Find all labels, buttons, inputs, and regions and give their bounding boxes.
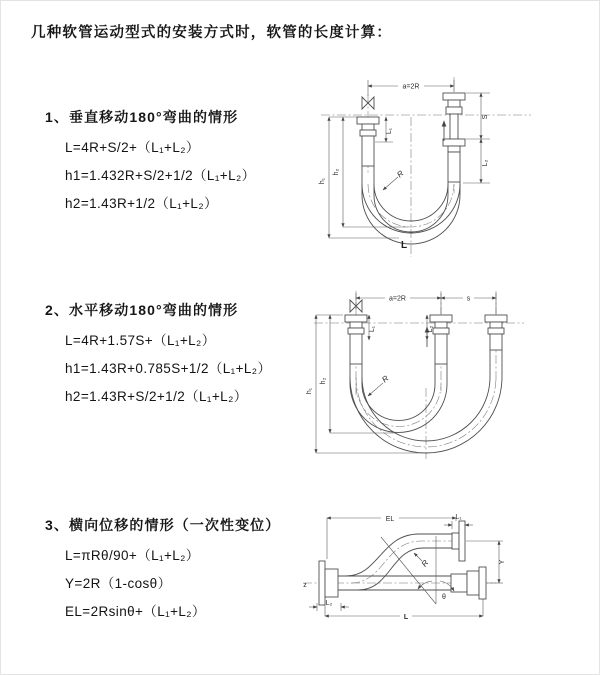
dim-label-theta: θ xyxy=(442,594,446,601)
formula: Y=2R（1-cosθ） xyxy=(65,576,172,591)
end-mark: z xyxy=(303,582,307,589)
dim-label-a2r: a=2R xyxy=(402,83,420,91)
centerlines xyxy=(321,77,531,257)
dim-label-h2: h₂ xyxy=(333,168,340,176)
left-flange xyxy=(319,561,338,605)
section-3 xyxy=(45,515,280,626)
dim-label-s: s xyxy=(466,295,471,303)
dim-label-y: Y xyxy=(499,559,506,565)
formula: L=4R+S/2+（L₁+L₂） xyxy=(65,140,200,155)
formula: EL=2Rsinθ+（L₁+L₂） xyxy=(65,604,206,619)
dimensions xyxy=(306,293,496,453)
formula: h2=1.43R+1/2（L₁+L₂） xyxy=(65,196,218,211)
page-title: 几种软管运动型式的安装方式时，软管的长度计算： xyxy=(31,25,393,41)
section-1 xyxy=(45,107,256,218)
section-3-formulas xyxy=(65,542,280,626)
dim-label-l1: L₁ xyxy=(455,514,462,521)
section-2-formulas xyxy=(65,327,271,411)
left-fitting xyxy=(345,315,367,364)
right-fitting xyxy=(485,315,507,350)
diagram-vertical-180-bend xyxy=(313,69,598,264)
dim-label-l: L xyxy=(403,614,409,621)
hose-curve xyxy=(338,534,459,590)
section-1-formulas xyxy=(65,134,256,218)
dim-label-l2: L₂ xyxy=(482,159,489,167)
section-2-heading: 2、水平移动180°弯曲的情形 xyxy=(45,302,239,318)
left-fitting xyxy=(357,117,379,166)
diagram-lateral-displacement xyxy=(301,504,600,644)
formula: h1=1.43R+0.785S+1/2（L₁+L₂） xyxy=(65,361,272,376)
dim-label-h2: h₂ xyxy=(320,377,327,385)
dim-label-r: R xyxy=(395,168,406,180)
section-2 xyxy=(45,300,271,411)
section-3-heading: 3、横向位移的情形（一次性变位） xyxy=(45,517,281,533)
formula: L=πRθ/90+（L₁+L₂） xyxy=(65,548,200,563)
dim-label-l1: L₁ xyxy=(369,325,376,333)
section-1-heading: 1、垂直移动180°弯曲的情形 xyxy=(45,109,239,125)
dim-label-h1: h₁ xyxy=(306,387,313,395)
diagram-horizontal-180-bend xyxy=(306,283,596,463)
dim-label-l2: L₂ xyxy=(427,325,434,333)
dim-label-l: L xyxy=(400,240,408,251)
middle-fitting xyxy=(430,315,452,364)
dim-label-r: R xyxy=(419,558,431,569)
dim-label-h1: h₁ xyxy=(319,177,326,185)
formula: h2=1.43R+S/2+1/2（L₁+L₂） xyxy=(65,389,248,404)
dim-label-a2r: a=2R xyxy=(389,295,406,303)
top-flange xyxy=(452,521,465,561)
dim-label-l1: L₁ xyxy=(386,127,393,135)
dim-label-r: R xyxy=(380,373,391,385)
formula: L=4R+1.57S+（L₁+L₂） xyxy=(65,333,216,348)
dim-label-el: EL xyxy=(385,515,395,523)
dim-label-s: S xyxy=(482,114,489,120)
formula: h1=1.432R+S/2+1/2（L₁+L₂） xyxy=(65,168,256,183)
dimensions xyxy=(319,80,490,251)
dimensions xyxy=(303,514,506,621)
right-flange xyxy=(451,567,486,599)
dim-label-l2: L₂ xyxy=(325,600,333,607)
right-fitting xyxy=(443,93,465,182)
